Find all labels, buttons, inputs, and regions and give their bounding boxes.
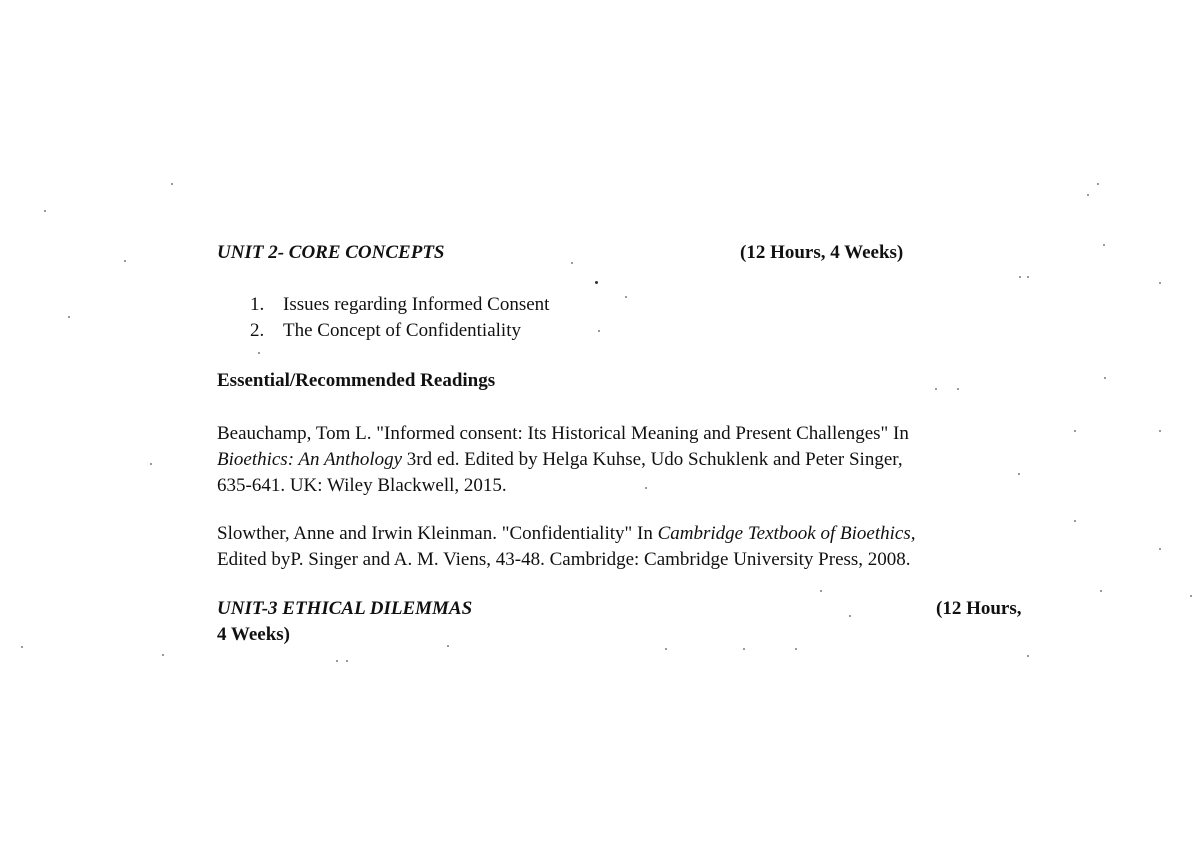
readings-heading: Essential/Recommended Readings xyxy=(217,370,496,391)
reference-text: Slowther, Anne and Irwin Kleinman. "Confidentiality" In xyxy=(217,523,658,544)
unit-3-title: UNIT-3 ETHICAL DILEMMAS xyxy=(217,598,473,619)
reference-line: Beauchamp, Tom L. "Informed consent: Its Historical Meaning and Present Challenges" In xyxy=(217,423,909,444)
unit-3-hours-continued: 4 Weeks) xyxy=(217,624,291,645)
list-item xyxy=(250,292,549,318)
list-item-text: The Concept of Confidentiality xyxy=(283,320,521,341)
unit-2-hours: (12 Hours, 4 Weeks) xyxy=(740,242,904,263)
book-title: Bioethics: An Anthology xyxy=(217,449,403,470)
list-item-number: 1. xyxy=(250,294,265,315)
unit-2-topic-list xyxy=(250,292,549,344)
unit-3-hours: (12 Hours, xyxy=(936,598,1022,619)
reference-line: Edited byP. Singer and A. M. Viens, 43-48. Cambridge: Cambridge University Press, 2008. xyxy=(217,549,911,570)
unit-2-title: UNIT 2- CORE CONCEPTS xyxy=(217,242,445,263)
reference-text: 3rd ed. Edited by Helga Kuhse, Udo Schuklenk and Peter Singer, xyxy=(402,449,903,470)
book-title: Cambridge Textbook of Bioethics, xyxy=(657,523,916,544)
list-item xyxy=(250,318,549,344)
reference-line xyxy=(217,447,1057,473)
reference-line xyxy=(217,521,1057,547)
reference-beauchamp xyxy=(217,421,1057,499)
reference-line: 635-641. UK: Wiley Blackwell, 2015. xyxy=(217,475,507,496)
list-item-number: 2. xyxy=(250,320,265,341)
reference-slowther xyxy=(217,521,1057,573)
list-item-text: Issues regarding Informed Consent xyxy=(283,294,550,315)
